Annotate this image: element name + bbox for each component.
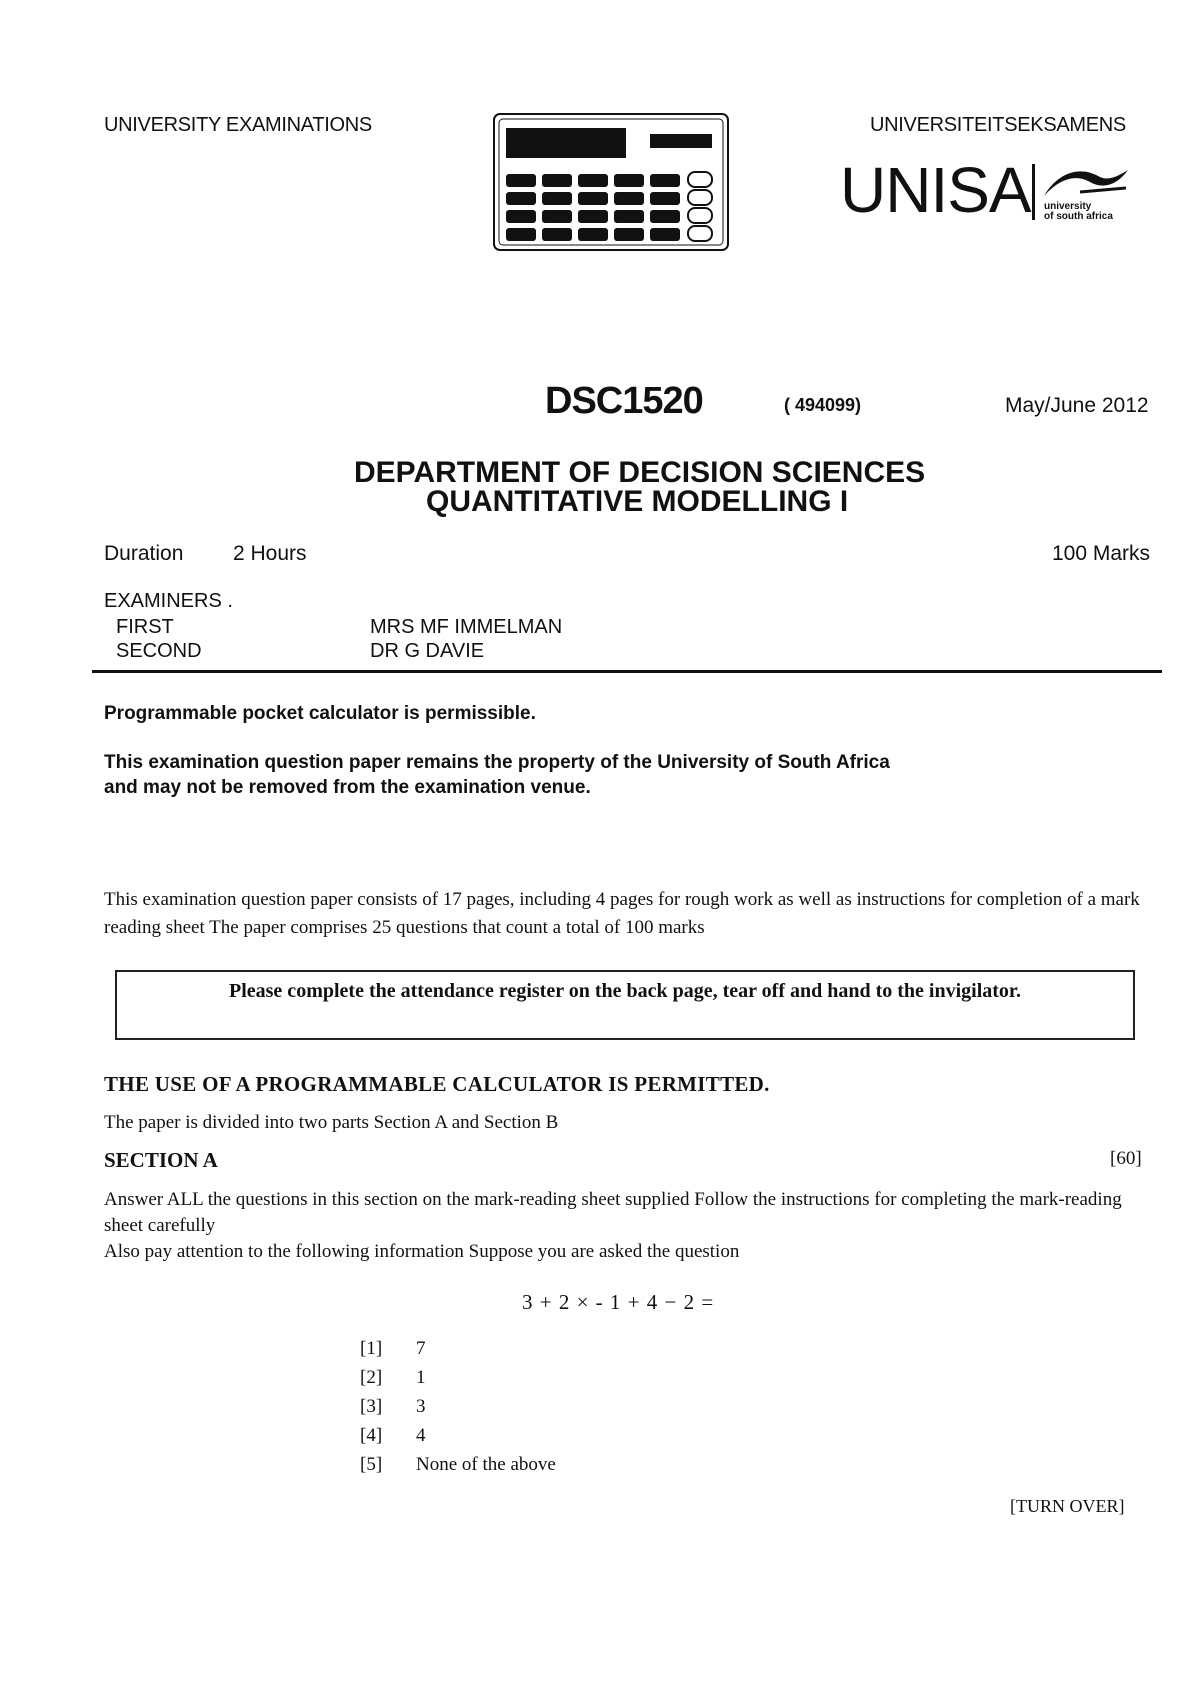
calculator-key (688, 172, 712, 187)
header-rule (92, 670, 1162, 673)
calculator-key (650, 210, 680, 223)
example-options (360, 1338, 556, 1483)
calculator-note: Programmable pocket calculator is permissible. (104, 703, 536, 724)
option-number: [3] (360, 1396, 383, 1417)
option-item (360, 1425, 556, 1454)
calculator-key (578, 192, 608, 205)
section-a-instructions (104, 1187, 1154, 1265)
calculator-key (506, 210, 536, 223)
option-number: [2] (360, 1367, 383, 1388)
header-english: UNIVERSITY EXAMINATIONS (104, 114, 372, 136)
example-expression: 3 + 2 × - 1 + 4 − 2 = (522, 1290, 715, 1314)
property-note (104, 750, 1004, 800)
option-text: 4 (416, 1425, 426, 1446)
paper-division: The paper is divided into two parts Section A and Section B (104, 1112, 559, 1133)
calculator-key (506, 174, 536, 187)
examiner-role: SECOND (116, 640, 202, 662)
calculator-key (614, 174, 644, 187)
total-marks: 100 Marks (1052, 542, 1151, 565)
option-item (360, 1367, 556, 1396)
module-title: QUANTITATIVE MODELLING I (426, 485, 849, 518)
department-title: DEPARTMENT OF DECISION SCIENCES (354, 456, 926, 489)
section-a-title: SECTION A (104, 1148, 218, 1172)
calculator-key (542, 228, 572, 241)
calculator-icon (492, 112, 730, 252)
calculator-key (614, 210, 644, 223)
examiners-heading: EXAMINERS . (104, 590, 233, 612)
calculator-key (506, 192, 536, 205)
unique-number: ( 494099) (784, 395, 862, 415)
attendance-box: Please complete the attendance register on the back page, tear off and hand to the invigilator. (115, 970, 1135, 1040)
calculator-key (614, 192, 644, 205)
calculator-key (650, 192, 680, 205)
option-text: 3 (416, 1396, 426, 1417)
option-text: None of the above (416, 1454, 556, 1475)
examiner-name: DR G DAVIE (370, 640, 485, 662)
option-item (360, 1338, 556, 1367)
option-number: [5] (360, 1454, 383, 1475)
property-note-line: and may not be removed from the examination venue. (104, 777, 591, 798)
logo-subtext: university of south africa (1044, 201, 1113, 222)
logo-divider (1032, 164, 1035, 220)
calculator-key (650, 174, 680, 187)
calculator-key (542, 174, 572, 187)
calculator-key (650, 228, 680, 241)
calculator-permitted-heading: THE USE OF A PROGRAMMABLE CALCULATOR IS PERMITTED. (104, 1072, 770, 1096)
duration-label: Duration (104, 542, 184, 565)
exam-session: May/June 2012 (1005, 394, 1149, 417)
calculator-key (688, 190, 712, 205)
calculator-key (542, 210, 572, 223)
property-note-line: This examination question paper remains the property of the University of South Africa (104, 752, 890, 773)
calculator-key (688, 226, 712, 241)
header-afrikaans: UNIVERSITEITSEKSAMENS (870, 114, 1126, 136)
instruction-line: Also pay attention to the following information Suppose you are asked the question (104, 1241, 740, 1262)
calculator-key (578, 210, 608, 223)
course-code: DSC1520 (545, 380, 703, 422)
calculator-key (578, 228, 608, 241)
calculator-key (506, 228, 536, 241)
examiner-role: FIRST (116, 616, 174, 638)
turn-over-note: [TURN OVER] (1010, 1496, 1125, 1516)
logo-wordmark: UNISA (840, 154, 1031, 226)
calculator-key (614, 228, 644, 241)
calculator-key (688, 208, 712, 223)
logo-swoosh-icon (1040, 162, 1130, 198)
calculator-key (542, 192, 572, 205)
option-number: [4] (360, 1425, 383, 1446)
examiner-name: MRS MF IMMELMAN (370, 616, 563, 638)
instruction-line: Answer ALL the questions in this section on the mark-reading sheet supplied Follow the instructions for completing the mark-reading sheet carefully (104, 1189, 1122, 1236)
option-text: 7 (416, 1338, 426, 1359)
option-text: 1 (416, 1367, 426, 1388)
section-a-marks: [60] (1110, 1148, 1142, 1169)
calculator-key (578, 174, 608, 187)
option-number: [1] (360, 1338, 383, 1359)
paper-description: This examination question paper consists of 17 pages, including 4 pages for rough work as well as instructions for completion of a mark reading sheet The paper comprises 25 questions that count a total of 100 marks (104, 889, 1140, 938)
duration-value: 2 Hours (233, 542, 307, 565)
option-item (360, 1454, 556, 1483)
unisa-logo (840, 154, 1140, 238)
option-item (360, 1396, 556, 1425)
